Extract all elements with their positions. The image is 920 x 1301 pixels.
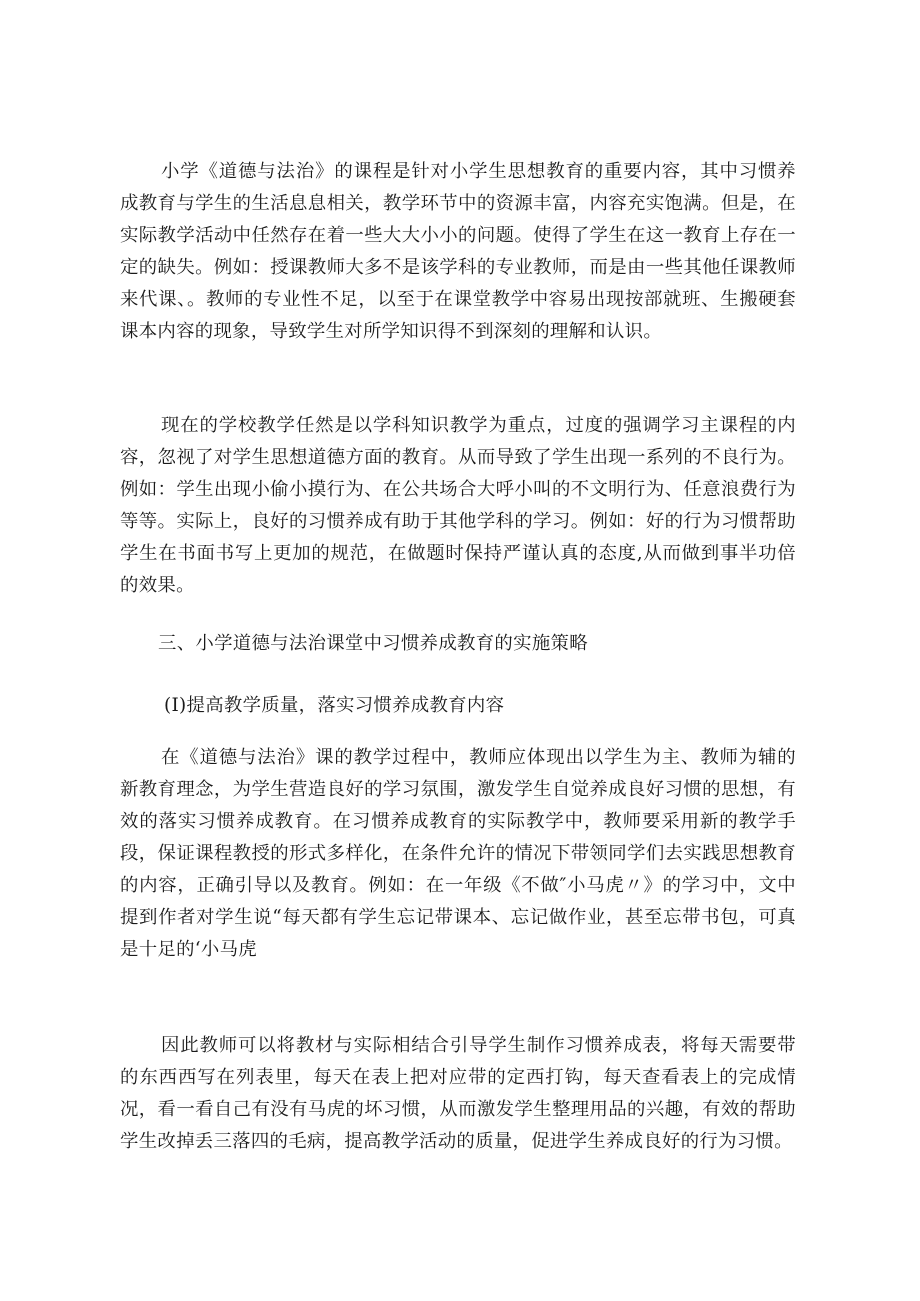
paragraph-2: 现在的学校教学任然是以学科知识教学为重点，过度的强调学习主课程的内容，忽视了对学生思想道德方面的教育。从而导致了学生出现一系列的不良行为。例如：学生出现小偷小摸行为、在公共场合大呼小叫的不文明行为、任意浪费行为等等。实际上，良好的习惯养成有助于其他学科的学习。例如：好的行为习惯帮助学生在书面书写上更加的规范，在做题时保持严谨认真的态度,从而做到事半功倍的效果。 — [120, 415, 796, 596]
section-heading: 三、小学道德与法治课堂中习惯养成教育的实施策略 — [158, 633, 588, 654]
paragraph-3: 在《道德与法治》课的教学过程中，教师应体现出以学生为主、教师为辅的新教育理念，为学生营造良好的学习氛围，激发学生自觉养成良好习惯的思想，有效的落实习惯养成教育。在习惯养成教育的实际教学中，教师要采用新的教学手段，保证课程教授的形式多样化，在条件允许的情况下带领同学们去实践思想教育的内容，正确引导以及教育。例如：在一年级《不做″小马虎〃》的学习中，文中提到作者对学生说“每天都有学生忘记带课本、忘记做作业，甚至忘带书包，可真是十足的‘小马虎 — [120, 747, 796, 960]
paragraph-1: 小学《道德与法治》的课程是针对小学生思想教育的重要内容，其中习惯养成教育与学生的生活息息相关，教学环节中的资源丰富，内容充实饱满。但是，在实际教学活动中任然存在着一些大大小小的问题。使得了学生在这一教育上存在一定的缺失。例如：授课教师大多不是该学科的专业教师，而是由一些其他任课教师来代课、。教师的专业性不足，以至于在课堂教学中容易出现按部就班、生搬硬套课本内容的现象，导致学生对所学知识得不到深刻的理解和认识。 — [120, 161, 796, 342]
subsection-heading: (I)提高教学质量，落实习惯养成教育内容 — [164, 695, 505, 716]
paragraph-4: 因此教师可以将教材与实际相结合引导学生制作习惯养成表，将每天需要带的东西西写在列表里，每天在表上把对应带的定西打钩，每天查看表上的完成情况，看一看自己有没有马虎的坏习惯，从而激发学生整理用品的兴趣，有效的帮助学生改掉丢三落四的毛病，提高教学活动的质量，促进学生养成良好的行为习惯。 — [120, 1035, 796, 1152]
